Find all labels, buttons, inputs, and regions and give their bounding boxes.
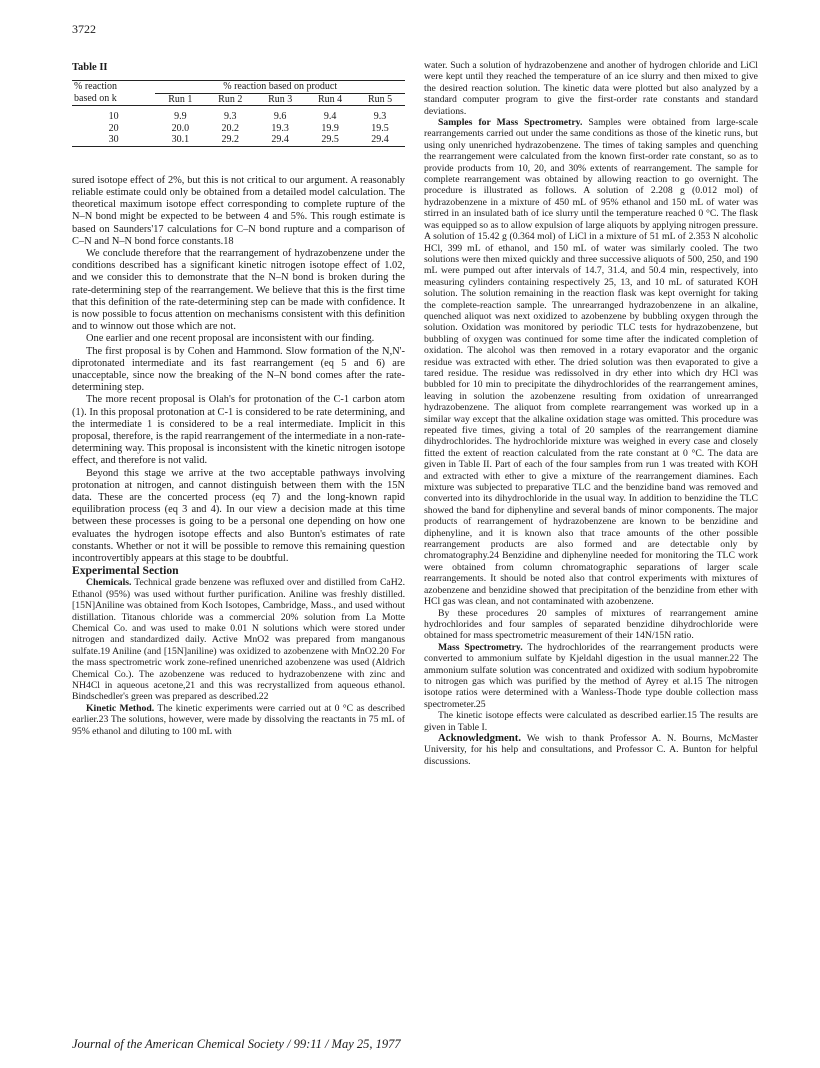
cell-k: 30 (108, 134, 119, 146)
table-row (72, 111, 405, 123)
body-paragraph: We conclude therefore that the rearrangement of hydrazobenzene under the conditions described has a significant kinetic nitrogen isotope effect of 1.02, and we consider this to demonstrate that the N–N bond is broken during the rate-determining step of the rearrangement. We believe that this is the first time that this definition of the rate-determining step can be made with confidence. It is now possible to focus attention on mechanisms consistent with this definition and to winnow out those which are not. (72, 247, 405, 333)
cell-run: 30.1 (171, 134, 190, 146)
paragraph-text: Samples were obtained from large-scale rearrangements carried out under the same conditions as those of the kinetic runs, but using only unenriched hydrazobenzene. The times of taking samples and quenching the rearrangement were calculated from the known first-order rate constant, so as to provide products from 10, 20, and 30% extents of rearrangement. The sample for complete rearrangement was obtained by allowing reaction to go overnight. The procedure is illustrated as follows. A solution of 2.208 g (0.012 mol) of hydrazobenzene in a mixture of 450 mL of 95% ethanol and 150 mL of water was stirred in an insulated bath of ice slurry until the temperature reached 0 °C. The flask was equipped so as to allow expulsion of large aliquots by applying nitrogen pressure. A solution of 15.42 g (0.364 mol) of LiCl in a mixture of 51 mL of 2.353 N alcoholic HCl, 399 mL of ethanol, and 150 mL of water was similarly cooled. The two solutions were then mixed quickly and three successive aliquots of 500, 250, and 190 mL were pumped out after intervals of 14.7, 31.4, and 50.4 min, respectively, into measuring cylinders containing respectively 25, 13, and 10 mL of saturated KOH solution. The solution remaining in the reaction flask was kept overnight for taking the complete-reaction sample. The unrearranged hydrazobenzene in an alkaline, quenched aliquot was next oxidized to azobenzene by bubbling oxygen through the solution. Oxidation was monitored by periodic TLC tests for hydrazobenzene, but bubbling of oxygen was continued for some time after the indicated completion of oxidation. The alcohol was then removed in a rotary evaporator and the organic residue was extracted with ether. The dried solution was then evaporated to give a tared residue. The residue was redissolved in dry ether into which dry HCl was bubbled for 10 min to precipitate the dihydrochlorides of the rearrangement amines, leaving in solution the azobenzene resulting from oxidation of unrearranged hydrazobenzene. The aliquot from complete rearrangement was worked up in a similar way except that the alkaline oxidation stage was omitted. This procedure was repeated five times, giving a total of 20 samples of the rearrangement diamine dihydrochlorides. The hydrochloride mixture was weighed in every case and closely fitted the extent of reaction calculated from the rate constant at 0 °C. The data are given in Table II. Part of each of the four samples from run 1 was treated with KOH and extracted with ether to give a mixture of the rearrangement diamines. Each mixture was subjected to preparative TLC and the benzidine band was removed and converted into its dihydrochloride in the usual way. In addition to benzidine the TLC showed the band for diphenyline and several bands of minor components. The major products of rearrangement of hydrazobenzene are known to be benzidine and diphenyline, and it is known also that trace amounts of the other possible rearrangement products are also formed and are detectable only by chromatography.24 Benzidine and diphenyline needed for monitoring the TLC work were obtained from column chromatographic separations of larger scale rearrangements. It should be noted also that control experiments with mixtures of azobenzene and benzidine showed that precipitation of the benzidine from ether with HCl gas was clean, and not contaminated with azobenzene. (424, 117, 758, 608)
table-row (72, 134, 405, 146)
experimental-paragraph (424, 642, 758, 710)
cell-run: 9.3 (223, 111, 237, 123)
cell-k: 10 (108, 111, 119, 123)
section-heading: Experimental Section (72, 564, 179, 578)
acknowledgment-title: Acknowledgment. (438, 731, 522, 744)
body-paragraph: sured isotope effect of 2%, but this is not critical to our argument. A reasonably reliable estimate could only be obtained from a detailed model calculation. The theoretical maximum isotope effect corresponding to complete rupture of the N–N bond might be expected to be between 4 and 5%. This rough estimate is based on Saunders'17 calculations for C–N bond rupture and a comparison of C–N and N–N bond force constants.18 (72, 174, 405, 247)
body-paragraph: The first proposal is by Cohen and Hammond. Slow formation of the N,N'-diprotonated intermediate and its fast rearrangement (eq 5 and 6) are unacceptable, since now the breaking of the N–N bond comes after the rate-determining step. (72, 345, 405, 394)
cell-run: 9.6 (273, 111, 287, 123)
body-paragraph: The kinetic isotope effects were calculated as described earlier.15 The results are given in Table I. (424, 710, 758, 733)
cell-run: 19.5 (371, 122, 389, 134)
subsection-title: Chemicals. (86, 577, 132, 589)
header-group: % reaction based on product (155, 81, 405, 93)
header-reaction-k-1: % reaction (74, 81, 118, 93)
body-paragraph: One earlier and one recent proposal are inconsistent with our finding. (86, 333, 375, 345)
cell-run: 9.4 (323, 111, 337, 123)
header-reaction-k-2: based on k (74, 93, 117, 105)
table-row (72, 123, 405, 135)
run-header: Run 3 (268, 93, 293, 105)
left-column (72, 62, 405, 737)
paragraph-text: The kinetic experiments were carried out at 0 °C as described earlier.23 The solutions, however, were made by dissolving the reactants in 75 mL of 95% ethanol and diluting to 100 mL with (72, 702, 405, 737)
cell-run: 20.0 (171, 122, 190, 134)
run-header: Run 2 (218, 93, 243, 105)
body-paragraph: By these procedures 20 samples of mixtures of rearrangement amine hydrochlorides and four samples of separated benzidine dihydrochloride were obtained for mass spectrometric measurement of their 14N/15N ratio. (424, 607, 758, 642)
body-paragraph: water. Such a solution of hydrazobenzene and another of hydrogen chloride and LiCl were kept until they reached the temperature of an ice slurry and then mixed to give the desired reaction solution. The kinetic data were plotted but also analyzed by a standard computer program to give the first-order rate constants and standard deviations. (424, 60, 758, 117)
paragraph-text: The hydrochlorides of the rearrangement products were converted to ammonium sulfate by Kjeldahl digestion in the usual manner.22 The ammonium sulfate solution was concentrated and oxidized with sodium hypobromite to nitrogen gas which was purified by the method of Ayrey et al.15 The nitrogen isotope ratios were determined with a Wanless-Thode type double collection mass spectrometer.25 (424, 641, 758, 710)
run-header: Run 1 (168, 93, 193, 105)
experimental-paragraph (424, 117, 758, 607)
acknowledgment (424, 733, 758, 767)
cell-run: 19.9 (321, 122, 339, 134)
cell-run: 29.4 (371, 134, 389, 146)
run-header: Run 4 (318, 93, 343, 105)
cell-run: 19.3 (271, 122, 289, 134)
cell-run: 9.3 (373, 111, 387, 123)
cell-k: 20 (108, 122, 119, 134)
right-column (424, 60, 758, 767)
page-number: 3722 (72, 22, 96, 36)
acknowledgment-text: We wish to thank Professor A. N. Bourns, McMaster University, for his help and consultations, and Professor C. A. Bunton for helpful discussions. (424, 732, 758, 767)
paragraph-text: Technical grade benzene was refluxed over and distilled from CaH2. Ethanol (95%) was used without further purification. Aniline was freshly distilled. [15N]Aniline was obtained from Koch Isotopes, Cambridge, Mass., and used without distillation. Titanous chloride was a commercial 20% solution from La Motte Chemical Co. and was used to make 0.01 N solutions which were stored under nitrogen and standardized daily. Active MnO2 was prepared from manganous sulfate.19 Aniline (and [15N]aniline) was oxidized to azobenzene with MnO2.20 For the mass spectrometric work zone-refined unenriched azobenzene was used (Aldrich Chemical Co.). The azobenzene was reduced to hydrazobenzene with zinc and NH4Cl in aqueous acetone,21 and this was recrystallized from aqueous ethanol. Bindschedler's green was prepared as described.22 (72, 577, 405, 703)
run-header: Run 5 (367, 93, 393, 105)
cell-run: 29.2 (221, 134, 239, 146)
body-paragraph: The more recent proposal is Olah's for protonation of the C-1 carbon atom (1). In this proposal protonation at C-1 is considered to be rate determining, and the intermediate 1 is considered to be a real intermediate. Implicit in this proposal, therefore, is the rapid rearrangement of the intermediate in a non-rate-determining way. This proposal is inconsistent with the kinetic nitrogen isotope effect, and therefore is not valid. (72, 394, 405, 467)
body-paragraph: Beyond this stage we arrive at the two acceptable pathways involving protonation at nitrogen, and cannot distinguish between them with the 15N data. These are the concerted process (eq 7) and the long-known rapid equilibration process (eq 3 and 4). In our view a decision made at this time between these processes is going to be a personal one depending on how one evaluates the hydrogen isotope effects and also Bunton's estimates of rate constants. Whether or not it will be possible to remove this remaining question incontrovertibly appears at this stage to be doubtful. (72, 467, 405, 564)
table-ii (72, 80, 405, 147)
cell-run: 9.9 (174, 111, 187, 123)
experimental-paragraph (72, 703, 405, 737)
subsection-title: Kinetic Method. (86, 702, 155, 714)
cell-run: 29.4 (271, 134, 289, 146)
cell-run: 29.5 (321, 134, 339, 146)
subsection-title: Samples for Mass Spectrometry. (438, 117, 583, 129)
journal-footer: Journal of the American Chemical Society / 99:11 / May 25, 1977 (72, 1037, 401, 1051)
subsection-title: Mass Spectrometry. (438, 641, 523, 653)
table-caption: Table II (72, 62, 108, 73)
experimental-paragraph (72, 577, 405, 702)
cell-run: 20.2 (221, 122, 239, 134)
